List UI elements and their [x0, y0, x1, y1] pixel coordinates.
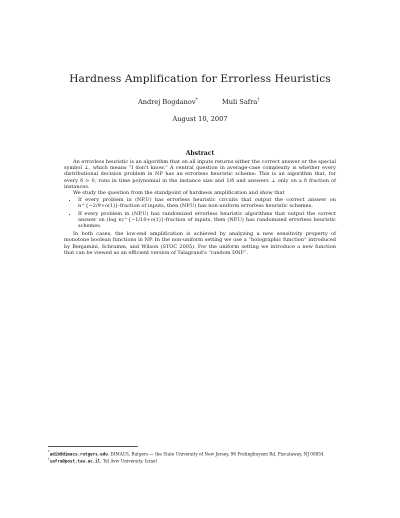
author-name: Muli Safra: [222, 98, 258, 107]
email-link[interactable]: safra@post.tau.ac.il: [49, 458, 101, 464]
paper-date: August 10, 2007: [172, 115, 228, 123]
abstract-paragraph: An errorless heuristic is an algorithm that on all inputs returns either the correct answer or the special symbol ⊥, which means “I don't know.” A central question in average-case complexity is whether every distributional decision problem in NP has an errorless heuristic scheme: This is an algorithm that, for every δ > 0, runs in time polynomial in the instance size and 1/δ and answers ⊥ only on a δ fraction of instances.: [64, 159, 336, 190]
abstract-heading: Abstract: [185, 150, 215, 157]
footnote-mark: †: [48, 456, 50, 461]
author-footnote-mark: †: [257, 98, 260, 103]
footnotes: [48, 446, 354, 464]
affiliation-text: . Tel Aviv University, Israel: [100, 458, 157, 464]
footnote-1: [48, 450, 354, 457]
abstract-body: [64, 159, 336, 256]
abstract-paragraph: We study the question from the standpoint of hardness amplification and show that: [73, 190, 285, 197]
abstract-paragraph: In both cases, the low-end amplification is achieved by analyzing a new sensitivity property of monotone boolean functions in NP. In the non-uniform setting we use a “holographic function” introduced by Benjamini, Schramm, and Wilson (STOC 2005). For the uniform setting we introduce a new function that can be viewed as an efficient version of Talagrand's “random DNF”.: [64, 231, 336, 256]
author-footnote-mark: *: [195, 98, 198, 103]
email-link[interactable]: adib@dimacs.rutgers.edu: [49, 451, 108, 457]
footnote-rule: [48, 446, 138, 447]
result-item: • If every problem in (NP,U) has randomized errorless heuristic algorithms that output the correct answer on (log n)^{−1/10+o(1)}-fraction of inputs, then (NP,U) has randomized errorless heuristic schemes.: [78, 211, 336, 230]
author-name: Andrej Bogdanov: [138, 98, 196, 107]
affiliation-text: . DIMACS, Rutgers — the State University of New Jersey, 96 Frelinghuysen Rd, Piscataway, NJ 08854: [107, 451, 324, 457]
paper-title: Hardness Amplification for Errorless Heuristics: [69, 73, 331, 85]
footnote-mark: *: [48, 450, 50, 454]
result-item: • If every problem in (NP,U) has errorless heuristic circuits that output the correct answer on n^{−2/9+o(1)}-fraction of inputs, then (NP,U) has non-uniform errorless heuristic schemes.: [78, 197, 336, 209]
author-safra: [222, 98, 260, 106]
footnote-2: [48, 457, 354, 464]
author-bogdanov: [138, 98, 198, 106]
result-list: [64, 197, 336, 229]
